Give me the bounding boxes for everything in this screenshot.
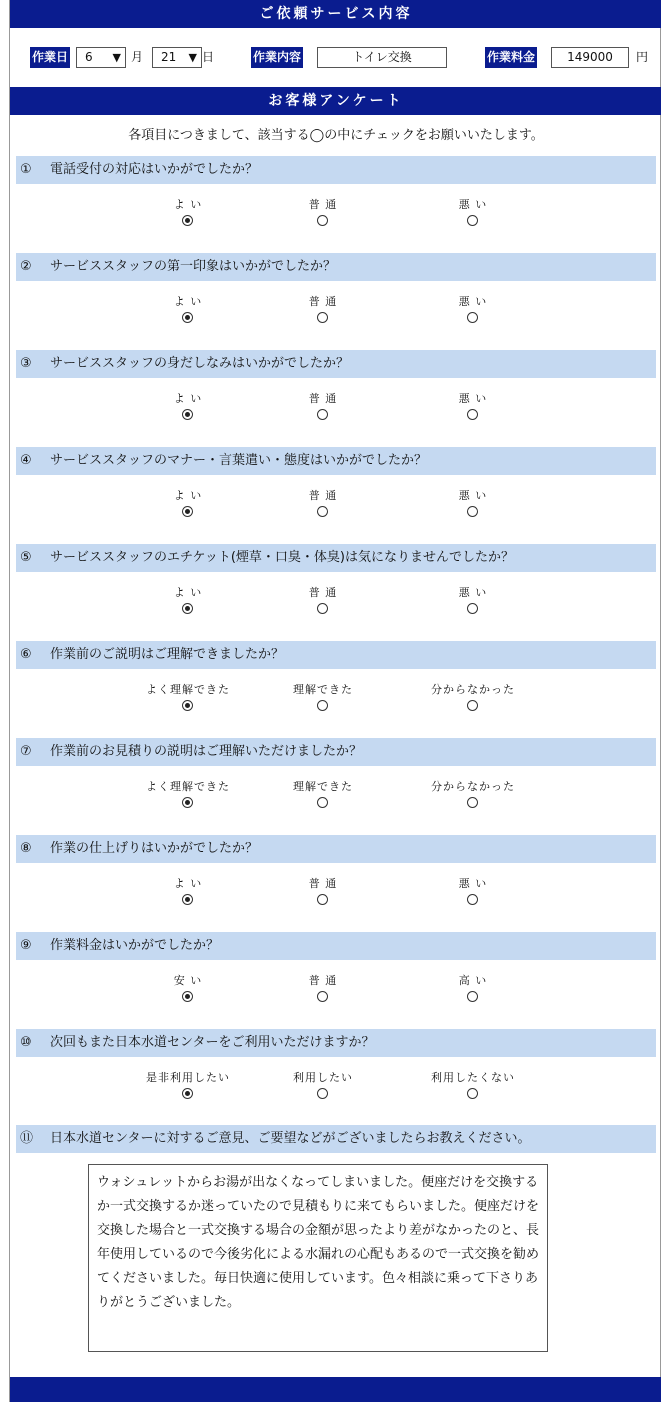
option-radio[interactable] (182, 700, 193, 711)
option-radio[interactable] (467, 409, 478, 420)
comment-textarea[interactable]: ウォシュレットからお湯が出なくなってしまいました。便座だけを交換するか一式交換するか迷っていたので見積もりに来てもらいました。便座だけを交換した場合と一式交換する場合の金額が思ったより差がなかったのと、長年使用しているので今後劣化による水漏れの心配もあるので一式交換を勧めてくださいました。毎日快適に使用しています。色々相談に乗って下さりありがとうございました。 (88, 1164, 548, 1352)
question-text: 日本水道センターに対するご意見、ご要望などがございましたらお教えください。 (50, 1131, 531, 1146)
question-header-4 (16, 447, 656, 475)
fee-unit: 円 (636, 50, 649, 64)
service-section-header: ご依頼サービス内容 (10, 0, 661, 28)
question-text: 次回もまた日本水道センターをご利用いただけますか？ (50, 1035, 375, 1050)
option-radio[interactable] (317, 894, 328, 905)
option-label: 普 通 (308, 489, 338, 502)
question-number: ⑧ (20, 841, 32, 856)
question-header-1 (16, 156, 656, 184)
question-header-7 (16, 738, 656, 766)
option-label: 悪 い (458, 877, 488, 890)
option-label: よ い (173, 489, 203, 502)
option-label: 分からなかった (431, 780, 515, 793)
option-label: よく理解できた (146, 780, 230, 793)
option-radio[interactable] (317, 506, 328, 517)
option-radio[interactable] (182, 894, 193, 905)
option-label: よく理解できた (146, 683, 230, 696)
fee-field[interactable]: 149000 (551, 47, 629, 68)
option-radio[interactable] (182, 215, 193, 226)
month-select[interactable]: 6 ▼ (76, 47, 126, 68)
question-number: ③ (20, 356, 32, 371)
option-radio[interactable] (467, 1088, 478, 1099)
option-radio[interactable] (317, 312, 328, 323)
option-radio[interactable] (317, 700, 328, 711)
question-number: ⑦ (20, 744, 32, 759)
option-radio[interactable] (467, 312, 478, 323)
question-text: サービススタッフの身だしなみはいかがでしたか？ (50, 356, 350, 371)
option-radio[interactable] (182, 409, 193, 420)
question-text: サービススタッフのエチケット(煙草・口臭・体臭)は気になりませんでしたか？ (50, 550, 514, 565)
option-label: 悪 い (458, 295, 488, 308)
option-label: 普 通 (308, 392, 338, 405)
dropdown-arrow-icon: ▼ (112, 51, 121, 64)
option-radio[interactable] (317, 991, 328, 1002)
question-text: サービススタッフの第一印象はいかがでしたか？ (50, 259, 337, 274)
option-radio[interactable] (182, 1088, 193, 1099)
question-number: ⑨ (20, 938, 32, 953)
option-radio[interactable] (467, 215, 478, 226)
option-label: よ い (173, 295, 203, 308)
option-radio[interactable] (182, 506, 193, 517)
survey-intro: 各項目につきまして、該当する◯の中にチェックをお願いいたします。 (128, 128, 544, 143)
option-label: 利用したくない (431, 1071, 515, 1084)
option-label: 分からなかった (431, 683, 515, 696)
question-header-6 (16, 641, 656, 669)
survey-page (9, 0, 661, 1402)
month-unit: 月 (131, 50, 144, 64)
footer-bar (10, 1377, 661, 1402)
option-label: 悪 い (458, 392, 488, 405)
option-label: よ い (173, 198, 203, 211)
service-info-row (10, 45, 661, 73)
option-radio[interactable] (182, 797, 193, 808)
question-text: サービススタッフのマナー・言葉遣い・態度はいかがでしたか？ (50, 453, 428, 468)
option-label: 悪 い (458, 198, 488, 211)
question-header-2 (16, 253, 656, 281)
option-radio[interactable] (467, 603, 478, 614)
option-radio[interactable] (467, 894, 478, 905)
option-label: 普 通 (308, 974, 338, 987)
option-label: 普 通 (308, 877, 338, 890)
option-label: 安 い (173, 974, 203, 987)
question-header-11 (16, 1125, 656, 1153)
question-header-9 (16, 932, 656, 960)
content-field[interactable]: トイレ交換 (317, 47, 447, 68)
option-label: よ い (173, 877, 203, 890)
question-text: 電話受付の対応はいかがでしたか？ (50, 162, 259, 177)
option-radio[interactable] (182, 991, 193, 1002)
question-text: 作業の仕上げりはいかがでしたか？ (50, 841, 259, 856)
dropdown-arrow-icon: ▼ (188, 51, 197, 64)
option-radio[interactable] (317, 797, 328, 808)
option-radio[interactable] (467, 506, 478, 517)
day-select[interactable]: 21 ▼ (152, 47, 202, 68)
fee-label: 作業料金 (485, 47, 537, 68)
option-label: 普 通 (308, 586, 338, 599)
day-unit: 日 (202, 50, 215, 64)
question-number: ② (20, 259, 32, 274)
option-radio[interactable] (317, 409, 328, 420)
option-label: 高 い (458, 974, 488, 987)
option-radio[interactable] (317, 215, 328, 226)
content-label: 作業内容 (251, 47, 303, 68)
question-text: 作業前のご説明はご理解できましたか？ (50, 647, 285, 662)
question-header-10 (16, 1029, 656, 1057)
option-radio[interactable] (467, 700, 478, 711)
survey-section-header: お客様アンケート (10, 87, 661, 115)
option-label: 理解できた (293, 780, 353, 793)
option-label: 悪 い (458, 586, 488, 599)
question-header-3 (16, 350, 656, 378)
question-text: 作業前のお見積りの説明はご理解いただけましたか？ (50, 744, 363, 759)
date-label: 作業日 (30, 47, 70, 68)
question-number: ⑪ (20, 1131, 34, 1146)
option-radio[interactable] (182, 312, 193, 323)
question-number: ① (20, 162, 32, 177)
option-label: 利用したい (293, 1071, 353, 1084)
question-number: ⑩ (20, 1035, 32, 1050)
question-number: ⑥ (20, 647, 32, 662)
question-text: 作業料金はいかがでしたか？ (50, 938, 220, 953)
option-radio[interactable] (317, 603, 328, 614)
option-label: よ い (173, 392, 203, 405)
question-header-8 (16, 835, 656, 863)
option-radio[interactable] (467, 991, 478, 1002)
question-number: ④ (20, 453, 32, 468)
option-label: 普 通 (308, 295, 338, 308)
question-header-5 (16, 544, 656, 572)
option-label: 是非利用したい (146, 1071, 230, 1084)
option-label: 理解できた (293, 683, 353, 696)
question-number: ⑤ (20, 550, 32, 565)
option-radio[interactable] (182, 603, 193, 614)
option-label: よ い (173, 586, 203, 599)
option-label: 悪 い (458, 489, 488, 502)
option-radio[interactable] (317, 1088, 328, 1099)
option-label: 普 通 (308, 198, 338, 211)
option-radio[interactable] (467, 797, 478, 808)
